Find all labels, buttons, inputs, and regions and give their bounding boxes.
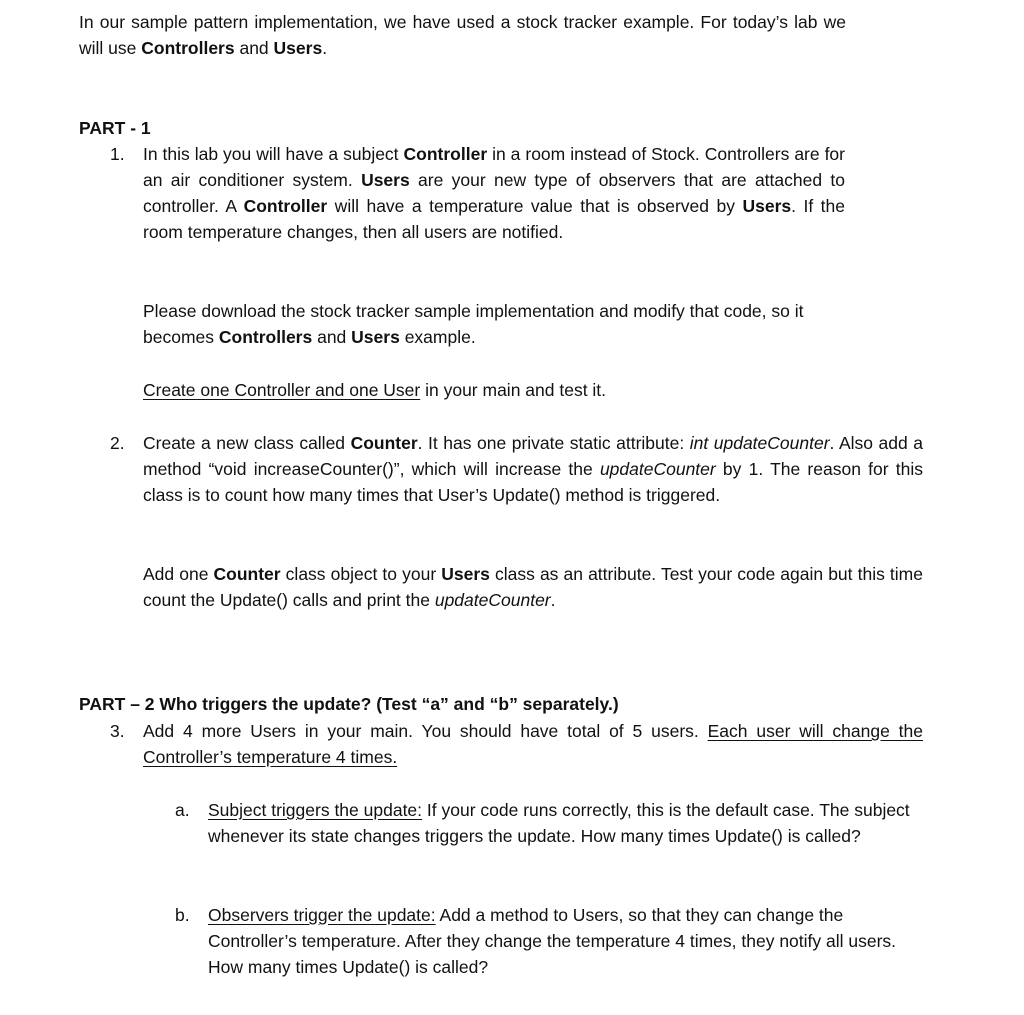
sub-b-underlined: Observers trigger the update: [208, 905, 436, 925]
item2-p1-text-3: . Also add a method “void increaseCounter()”, which will increase the [143, 433, 923, 479]
item2-paragraph-2 [143, 561, 923, 613]
item2-number: 2. [110, 433, 125, 453]
item1-p1-bold-3: Controller [243, 196, 328, 216]
item2-p2-text-3: class as an attribute. Test your code again but this time count the Update() calls and print the [143, 564, 923, 610]
item1-paragraph-2 [143, 298, 853, 350]
item1-p1-text-5: . If the room temperature changes, then all users are notified. [143, 196, 845, 242]
item1-p1-text-1: In this lab you will have a subject [143, 144, 404, 164]
item3-underlined: Each user will change the Controller’s temperature 4 times. [143, 721, 924, 767]
item1-p2-text-3: example. [399, 327, 476, 347]
item1-p1-bold-2: Users [361, 170, 410, 190]
intro-paragraph [79, 9, 846, 61]
item2-p2-bold-1: Counter [213, 564, 281, 584]
item2-p1-text-4: by 1. The reason for this class is to count how many times that User’s Update() method is triggered. [143, 459, 923, 505]
sub-a-underlined: Subject triggers the update: [208, 800, 423, 820]
item2-p1-italic-2: updateCounter [599, 459, 716, 479]
intro-text-1: In our sample pattern implementation, we have used a stock tracker example. For today’s lab we will use [79, 12, 846, 58]
item3-paragraph [143, 718, 923, 770]
item1-p1-bold-1: Controller [403, 144, 488, 164]
item2-p1-bold-1: Counter [350, 433, 418, 453]
item3-text: Add 4 more Users in your main. You should have total of 5 users. [143, 721, 708, 741]
item1-p2-bold-2: Users [351, 327, 400, 347]
item2-p2-text-1: Add one [143, 564, 214, 584]
item1-p2-text-1: Please download the stock tracker sample implementation and modify that code, so it becomes [143, 301, 804, 347]
item2-p1-italic-1: int updateCounter [689, 433, 830, 453]
intro-bold-users: Users [273, 38, 323, 58]
item2-p2-italic-1: updateCounter [434, 590, 551, 610]
item2-p2-bold-2: Users [441, 564, 490, 584]
item1-number: 1. [110, 144, 125, 164]
sub-b-paragraph [208, 902, 924, 980]
part1-heading: PART - 1 [79, 118, 151, 138]
intro-bold-controllers: Controllers [141, 38, 235, 58]
item1-paragraph-3 [143, 377, 845, 403]
sub-a-letter: a. [175, 800, 190, 820]
item1-p1-text-3: are your new type of observers that are attached to controller. A [143, 170, 845, 216]
item1-p1-text-4: will have a temperature value that is observed by [327, 196, 743, 216]
item1-paragraph-1 [143, 141, 845, 245]
item3-number: 3. [110, 721, 125, 741]
item1-p3-underlined: Create one Controller and one User [143, 380, 421, 400]
sub-b-text: Add a method to Users, so that they can change the Controller’s temperature. After they change the temperature 4 times, they notify all users. How many times Update() is called? [208, 905, 897, 977]
item2-p2-text-4: . [550, 590, 556, 610]
sub-a-text: If your code runs correctly, this is the default case. The subject whenever its state changes triggers the update. How many times Update() is called? [208, 800, 910, 846]
item2-paragraph-1 [143, 430, 923, 508]
item1-p3-text: in your main and test it. [420, 380, 607, 400]
sub-b-letter: b. [175, 905, 190, 925]
item2-p1-text-2: . It has one private static attribute: [417, 433, 690, 453]
intro-text-2: and [234, 38, 274, 58]
sub-a-paragraph [208, 797, 924, 849]
item2-p1-text-1: Create a new class called [143, 433, 351, 453]
item1-p2-bold-1: Controllers [218, 327, 313, 347]
item2-p2-text-2: class object to your [280, 564, 442, 584]
item1-p2-text-2: and [312, 327, 352, 347]
intro-text-3: . [322, 38, 328, 58]
item1-p1-text-2: in a room instead of Stock. Controllers are for an air conditioner system. [143, 144, 845, 190]
part2-heading: PART – 2 Who triggers the update? (Test “a” and “b” separately.) [79, 694, 619, 714]
item1-p1-bold-4: Users [742, 196, 792, 216]
